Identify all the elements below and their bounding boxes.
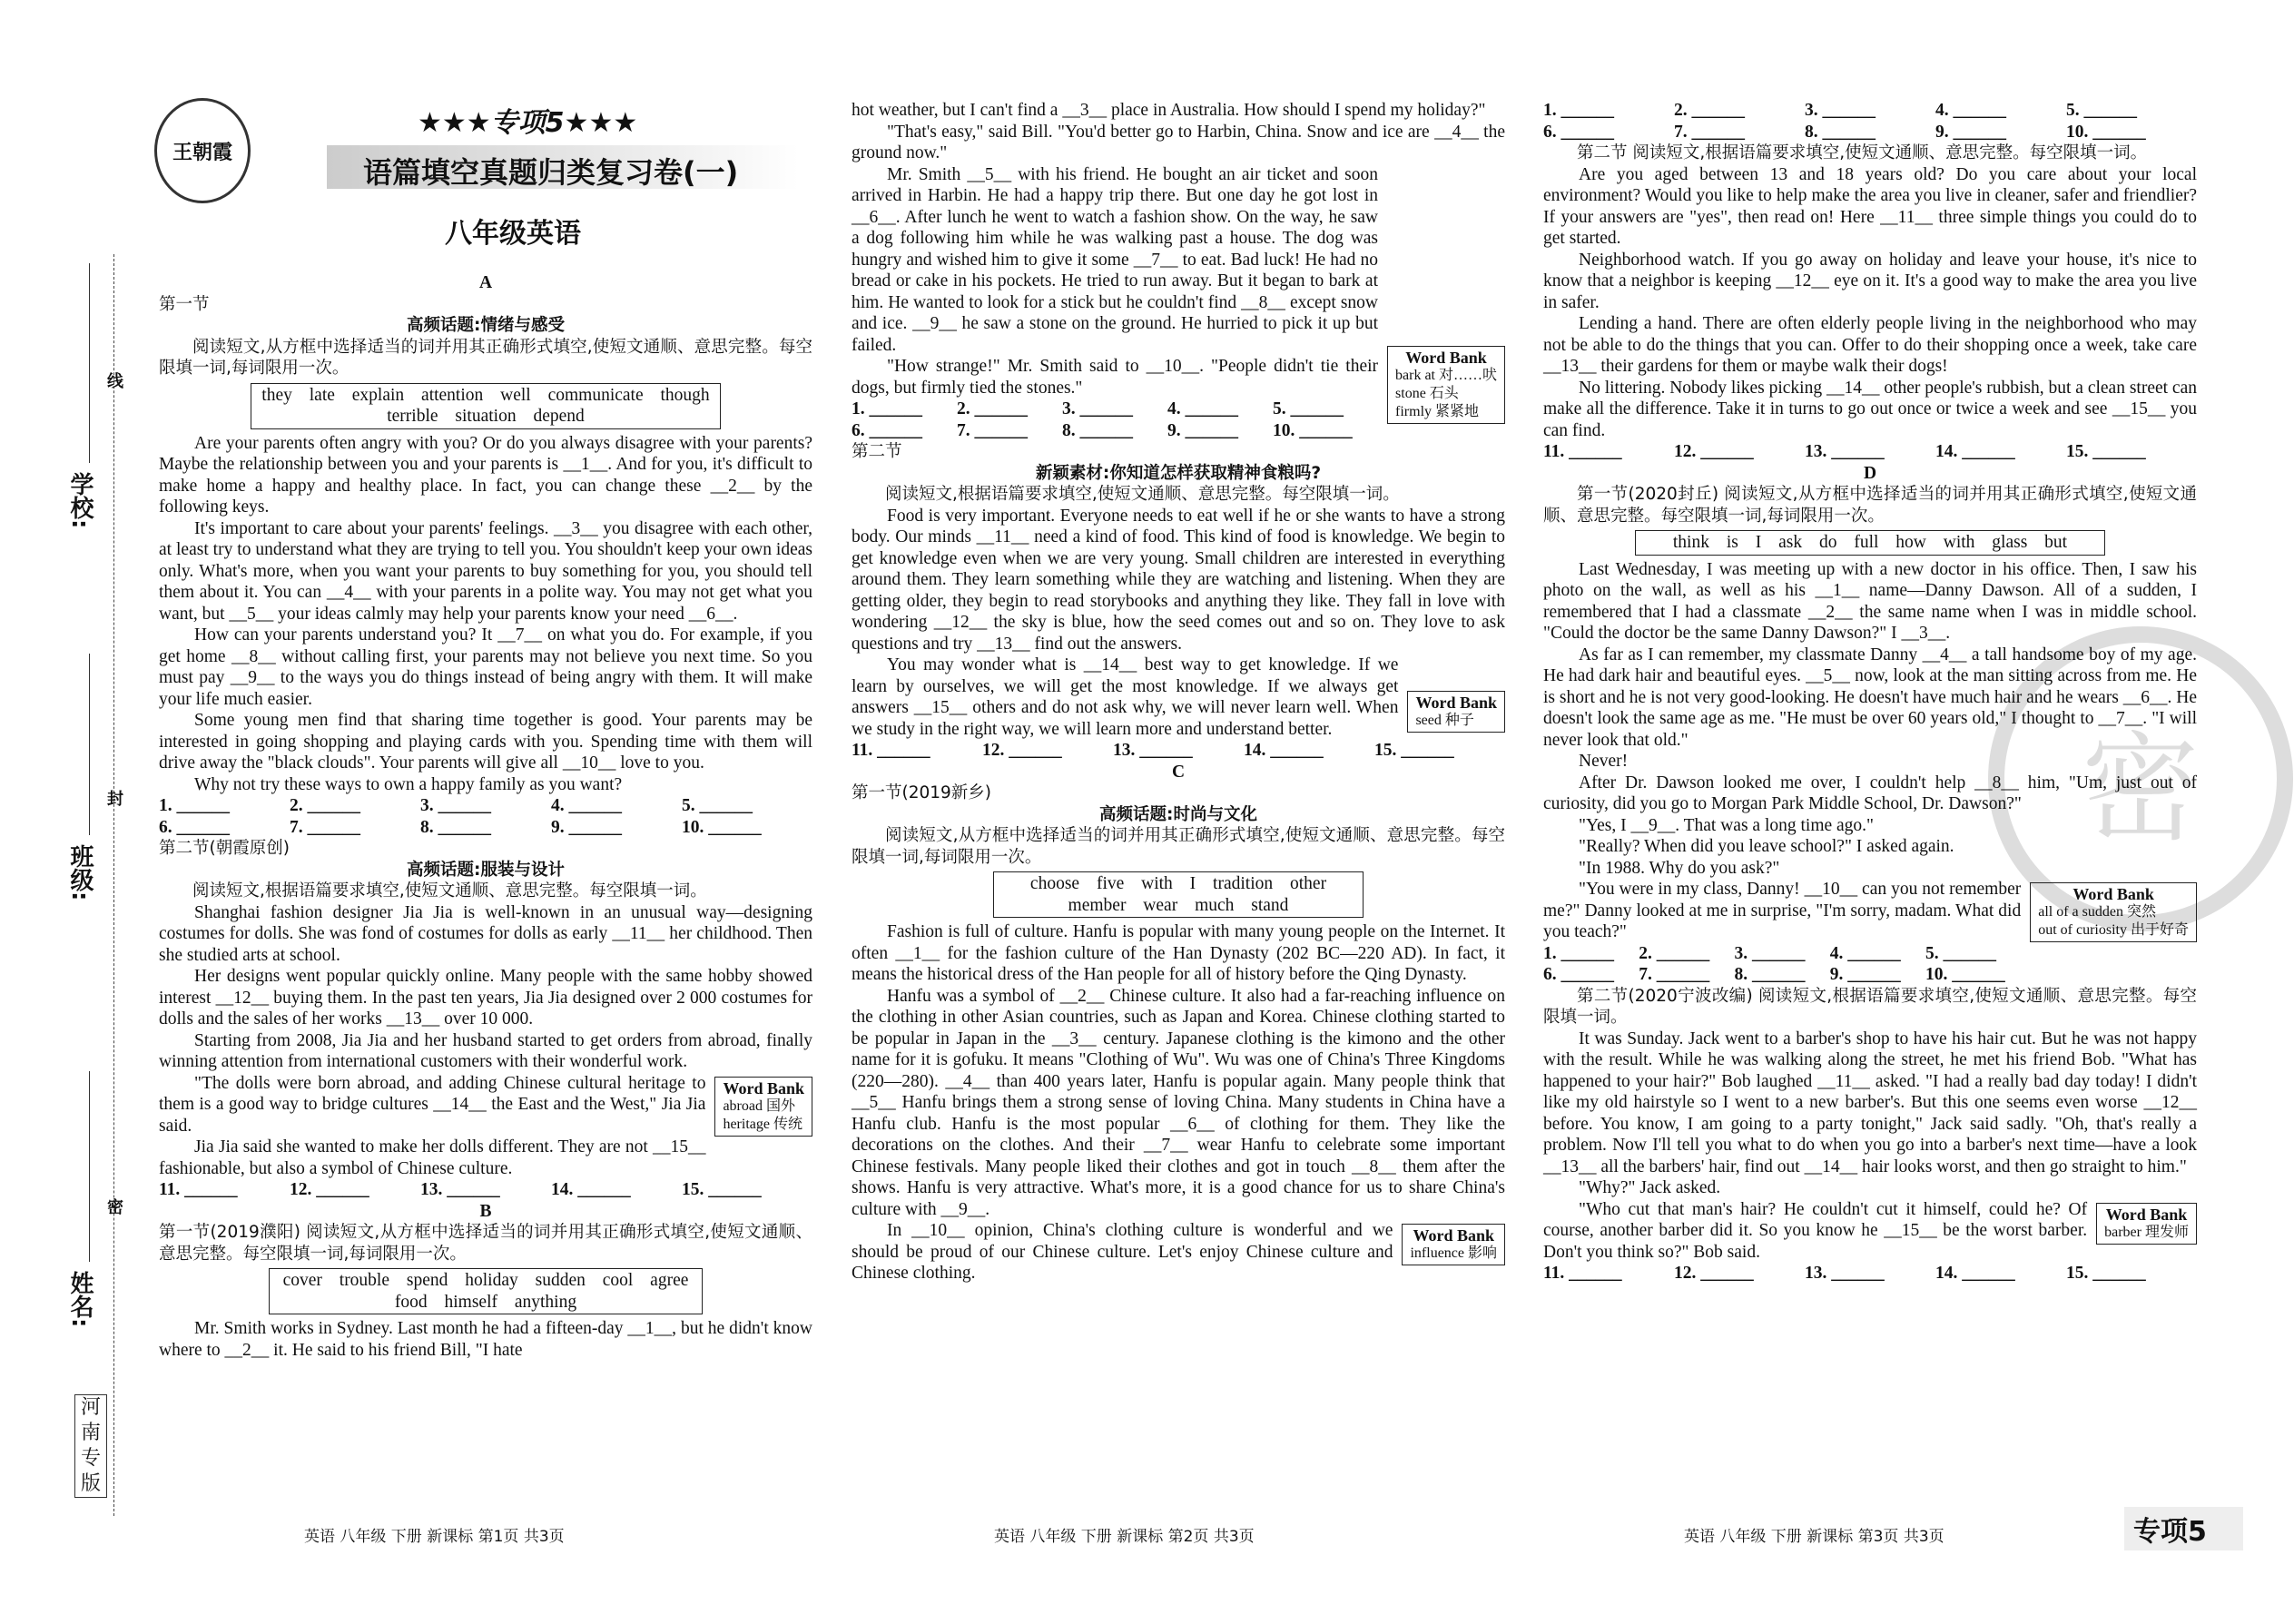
- answer-blank[interactable]: 7. ______: [957, 420, 1028, 440]
- answer-blank[interactable]: 8. ______: [1805, 122, 1876, 142]
- passage-paragraph: Shanghai fashion designer Jia Jia is well-known in an unusual way—designing costumes for dolls. She was fond of costumes for dolls as early __11__ her childhood. Then she studied arts at school.: [159, 902, 812, 965]
- answer-blank[interactable]: 14. ______: [551, 1180, 631, 1199]
- answer-blank[interactable]: 9. ______: [1167, 420, 1238, 440]
- answer-blank[interactable]: 1. ______: [159, 796, 230, 815]
- name-label: 姓名:: [66, 1271, 94, 1328]
- answer-blank[interactable]: 7. ______: [290, 817, 360, 837]
- answer-blank[interactable]: 14. ______: [1935, 1264, 2015, 1283]
- passage-paragraph: Last Wednesday, I was meeting up with a new doctor in his office. Then, I saw his photo on the wall, as well as his __1__ name—Danny Dawson. All of a sudden, I remembered that I had a classmate __2__ the same name when I was in middle school. "Could the doctor be the same Danny Dawson?" I __3__.: [1543, 559, 2197, 643]
- column-2: [852, 100, 1505, 1284]
- answer-blank[interactable]: 15. ______: [1374, 741, 1454, 760]
- answer-blank[interactable]: 3. ______: [1734, 943, 1806, 963]
- passage-paragraph: In __10__ opinion, China's clothing culture is wonderful and we should be proud of our Chinese culture. Let's enjoy Chinese culture and Chinese clothing.: [852, 1221, 1393, 1283]
- part-b: B: [479, 1201, 492, 1221]
- word-bank-entry: out of curiosity 出于好奇: [2038, 922, 2189, 938]
- passage-paragraph: It was Sunday. Jack went to a barber's shop to have his hair cut. But he was not happy with the result. While he was walking along the street, he met his friend Bob. "What has happened to your hair?" Bob laughed __11__ asked. "I had a really bad day today! I didn't like my old hairstyle so I went to a new barber's. But this one seems even worse __12__ before. You know, I am going to a party tonight," Jack said sadly. "Oh, that's really a problem. Now I'll tell you what to do when you go into a barber's next time—have a look __13__ all the barbers' hair, find out __14__ hair looks worst, and then go straight to him.": [1543, 1029, 2197, 1176]
- watermark-stamp: 密: [1988, 626, 2293, 931]
- answer-blank[interactable]: 9. ______: [1829, 965, 1901, 984]
- part-c: C: [1171, 762, 1186, 782]
- answer-blank[interactable]: 5. ______: [1273, 399, 1344, 418]
- answer-blank[interactable]: 2. ______: [1639, 943, 1710, 963]
- word-bank-title: Word Bank: [1413, 1226, 1494, 1245]
- passage-paragraph: Never!: [1579, 752, 1629, 771]
- answer-blank[interactable]: 2. ______: [290, 796, 360, 815]
- passage-paragraph: "Yes, I __9__. That was a long time ago.": [1579, 815, 1875, 835]
- class-blank: [89, 654, 90, 835]
- passage-paragraph: Some young men find that sharing time together is good. Your parents may be interested in going shopping and playing cards with you. Spending time with them will drive away the "black clouds". Your parents will give all __10__ love to you.: [159, 711, 812, 773]
- passage-paragraph: After Dr. Dawson looked me over, I couldn't help __8__ him, "Um, just out of curiosity, did you go to Morgan Park Middle School, Dr. Dawson?": [1543, 773, 2197, 813]
- answer-blank[interactable]: 13. ______: [1805, 1264, 1885, 1283]
- page-title: 语篇填空真题归类复习卷(一): [363, 155, 739, 190]
- answer-blank[interactable]: 13. ______: [420, 1180, 500, 1199]
- word-box: they late explain attention well communicate though terrible situation depend: [251, 383, 721, 429]
- region-label: 河南专版: [74, 1394, 107, 1498]
- passage-paragraph: Fashion is full of culture. Hanfu is popular with many young people on the Internet. It often __1__ for the fashion culture of the Han Dynasty (202 BC—220 AD). In fact, it means the historical dress of the Han people for all of history before the Qing Dynasty.: [852, 922, 1505, 984]
- answer-blank[interactable]: 3. ______: [420, 796, 491, 815]
- word-bank: [1387, 346, 1505, 424]
- answer-lines: [1543, 441, 2197, 463]
- topic: 高频话题:时尚与文化: [1099, 804, 1257, 824]
- answer-blank[interactable]: 15. ______: [682, 1180, 762, 1199]
- answer-blank[interactable]: 8. ______: [1734, 965, 1806, 984]
- special-label: ★★★专项5★★★: [418, 107, 638, 139]
- answer-blank[interactable]: 3. ______: [1062, 399, 1133, 418]
- school-label: 学校:: [66, 472, 94, 529]
- section-label: 第二节(朝霞原创): [159, 839, 290, 858]
- word-bank: [1407, 691, 1505, 733]
- word-bank-entry: barber 理发师: [2104, 1224, 2189, 1240]
- page-footer: 英语 八年级 下册 新课标 第3页 共3页: [1684, 1528, 1944, 1546]
- line-mark: 线: [104, 372, 123, 389]
- word-bank: [2030, 882, 2197, 942]
- answer-blank[interactable]: 6. ______: [159, 817, 230, 837]
- word-bank-title: Word Bank: [723, 1078, 804, 1097]
- passage-paragraph: "How strange!" Mr. Smith said to __10__. "People didn't tie their dogs, but firmly tied the stones.": [852, 357, 1379, 398]
- passage-paragraph: Her designs went popular quickly online. Many people with the same hobby showed interest __12__ buying them. In the past ten years, Jia Jia designed over 2 000 costumes for dolls and the sales of her works __13__ over 10 000.: [159, 967, 812, 1029]
- instructions: 阅读短文,从方框中选择适当的词并用其正确形式填空,使短文通顺、意思完整。每空限填一词,每词限用一次。: [159, 337, 812, 378]
- answer-blank[interactable]: 6. ______: [852, 420, 922, 440]
- answer-blank[interactable]: 14. ______: [1935, 442, 2015, 461]
- answer-lines: [159, 795, 812, 838]
- column-1: [159, 95, 812, 1361]
- instructions: 第一节(2020封丘) 阅读短文,从方框中选择适当的词并用其正确形式填空,使短文通顺、意思完整。每空限填一词,每词限用一次。: [1543, 485, 2197, 526]
- answer-blank[interactable]: 10. ______: [1925, 965, 2005, 984]
- answer-lines: [1543, 1263, 2197, 1284]
- answer-lines: [1543, 943, 2021, 986]
- answer-blank[interactable]: 6. ______: [1543, 965, 1614, 984]
- passage-paragraph: hot weather, but I can't find a __3__ place in Australia. How should I spend my holiday?": [852, 101, 1486, 120]
- secret-mark: 密: [104, 1198, 123, 1215]
- answer-blank[interactable]: 6. ______: [1543, 122, 1614, 142]
- passage-paragraph: Hanfu was a symbol of __2__ Chinese culture. It also had a far-reaching influence on the clothing in other Asian countries, such as Japan and Korea. Chinese clothing started to be popular in Japan in the __3__ century. Japanese clothing is the kimono and the other name for it is gofuku. It means "Clothing of Wu". Wu was one of China's Three Kingdoms (220—280). __4__ than 400 years later, Hanfu is popular again. Many people think that __5__ Hanfu brings them a strong sense of loving China. Many students in China have a Hanfu club. Hanfu is the most popular __6__ of clothing for them. They like the decorations on the clothes. And their __7__ wear Hanfu to celebrate some important Chinese festivals. Many people liked their clothes and got in touch __8__ them after the shows. Hanfu is very attractive. What's more, it is a good chance for us to share China's culture with __9__.: [852, 986, 1505, 1219]
- passage-paragraph: Starting from 2008, Jia Jia and her husband started to get orders from abroad, finally winning attention from international customers with their wonderful work.: [159, 1030, 812, 1071]
- word-bank-title: Word Bank: [1405, 348, 1487, 367]
- instructions: 第二节 阅读短文,根据语篇要求填空,使短文通顺、意思完整。每空限填一词。: [1577, 143, 2148, 162]
- passage-paragraph: "Why?" Jack asked.: [1579, 1178, 1721, 1197]
- school-blank: [89, 263, 90, 463]
- instructions: 第二节(2020宁波改编) 阅读短文,根据语篇要求填空,使短文通顺、意思完整。每空限填一词。: [1543, 986, 2197, 1027]
- topic: 高频话题:服装与设计: [407, 860, 565, 880]
- name-blank: [89, 1071, 90, 1262]
- answer-blank[interactable]: 15. ______: [2066, 442, 2146, 461]
- answer-lines: [159, 1179, 812, 1201]
- answer-blank[interactable]: 11. ______: [159, 1180, 238, 1199]
- instructions: 阅读短文,根据语篇要求填空,使短文通顺、意思完整。每空限填一词。: [885, 485, 1400, 504]
- answer-blank[interactable]: 1. ______: [852, 399, 922, 418]
- answer-blank[interactable]: 13. ______: [1805, 442, 1885, 461]
- answer-blank[interactable]: 9. ______: [1935, 122, 2006, 142]
- answer-lines: [1543, 100, 2197, 143]
- word-bank-title: Word Bank: [2072, 885, 2154, 903]
- answer-blank[interactable]: 10. ______: [2066, 122, 2146, 142]
- passage-paragraph: How can your parents understand you? It __7__ on what you do. For example, if you get home __8__ without calling first, your parents may not believe you next time. So you must pay __9__ to the ways you do things instead of being angry with them. It will make your life much easier.: [159, 625, 812, 709]
- answer-blank[interactable]: 5. ______: [1925, 943, 1996, 963]
- word-bank: [1402, 1224, 1505, 1265]
- passage-paragraph: Neighborhood watch. If you go away on holiday and leave your house, it's nice to know that a neighbor is keeping __12__ eye on it. It's a good way to make the area you live in safer.: [1543, 250, 2197, 312]
- passage-paragraph: "The dolls were born abroad, and adding Chinese cultural heritage to them is a good way to bridge cultures __14__ the East and the West," Jia Jia said.: [159, 1073, 706, 1136]
- answer-blank[interactable]: 4. ______: [551, 796, 622, 815]
- corner-label: 专项5: [2124, 1507, 2243, 1550]
- part-d: D: [1863, 463, 1877, 483]
- answer-blank[interactable]: 1. ______: [1543, 101, 1614, 120]
- word-bank: [714, 1077, 812, 1137]
- passage-paragraph: It's important to care about your parents' feelings. __3__ you disagree with each other, at least try to understand what they are trying to tell you. You shouldn't keep your own ideas only. What's more, when you want your parents to buy something for you, you should tell them about it. You can __4__ with your parents in a polite way. You may not get what you want, but __5__ your ideas calmly may help your parents know your need __6__.: [159, 518, 812, 624]
- part-a: A: [478, 273, 493, 292]
- word-bank-entry: bark at 对……吠: [1395, 367, 1497, 383]
- answer-blank[interactable]: 11. ______: [1543, 442, 1622, 461]
- word-bank-entry: influence 影响: [1410, 1245, 1497, 1261]
- word-box: cover trouble spend holiday sudden cool agree food himself anything: [269, 1268, 703, 1314]
- answer-blank[interactable]: 10. ______: [1273, 420, 1353, 440]
- column-3: [1543, 100, 2197, 1284]
- instructions: 阅读短文,根据语篇要求填空,使短文通顺、意思完整。每空限填一词。: [192, 881, 707, 901]
- answer-blank[interactable]: 12. ______: [290, 1180, 369, 1199]
- answer-blank[interactable]: 2. ______: [1674, 101, 1745, 120]
- passage-paragraph: Why not try these ways to own a happy family as you want?: [194, 774, 623, 794]
- answer-blank[interactable]: 14. ______: [1244, 741, 1324, 760]
- word-bank: [2096, 1203, 2197, 1245]
- word-bank-title: Word Bank: [1415, 694, 1497, 712]
- brand-logo: 王朝霞: [154, 98, 251, 203]
- passage-paragraph: You may wonder what is __14__ best way to get knowledge. If we learn by ourselves, we will get the most knowledge. If we always get answers __15__ others and do not ask why, we will never learn well. When we study in the right way, we will learn more and understand better.: [852, 655, 1399, 739]
- passage-paragraph: No littering. Nobody likes picking __14__ other people's rubbish, but a clean street can make all the difference. Take it in turns to go out once or twice a week and see __15__ you can find.: [1543, 378, 2197, 440]
- page-footer: 英语 八年级 下册 新课标 第1页 共3页: [304, 1528, 565, 1546]
- section-label: 第二节: [852, 442, 902, 461]
- passage-paragraph: Are you aged between 13 and 18 years old? Do you care about your local environment? Would you like to help make the area you live in cleaner, safer and friendlier? If your answers are "yes", then read on! Here __11__ three simple things you could do to get started.: [1543, 164, 2197, 248]
- answer-blank[interactable]: 4. ______: [1829, 943, 1901, 963]
- binding-line: [113, 254, 114, 1516]
- topic: 新颖素材:你知道怎样获取精神食粮吗?: [1035, 463, 1322, 483]
- answer-blank[interactable]: 13. ______: [1113, 741, 1193, 760]
- answer-blank[interactable]: 8. ______: [1062, 420, 1133, 440]
- answer-blank[interactable]: 11. ______: [1543, 1264, 1622, 1283]
- answer-blank[interactable]: 4. ______: [1935, 101, 2006, 120]
- passage-paragraph: Mr. Smith __5__ with his friend. He bought an air ticket and soon arrived in Harbin. He had a happy trip there. But one day he got lost in __6__. After lunch he went to watch a fashion show. On the way, he saw a dog following him while he was walking past a house. The dog was hungry and wished him to give it some __7__ to eat. Bad luck! He had no bread or cake in his pockets. He tried to run away. But it began to bark at him. He wanted to look for a stick but he couldn't find __8__ except snow and ice. __9__ he saw a stone on the ground. He hurried to pick it up but failed.: [852, 164, 1379, 355]
- answer-blank[interactable]: 5. ______: [2066, 101, 2137, 120]
- word-bank-entry: stone 石头: [1395, 385, 1459, 401]
- topic: 高频话题:情绪与感受: [407, 316, 565, 335]
- answer-lines: [852, 740, 1505, 762]
- answer-blank[interactable]: 7. ______: [1639, 965, 1710, 984]
- passage-paragraph: Food is very important. Everyone needs to eat well if he or she wants to have a strong body. Our minds __11__ need a kind of food. This kind of food is knowledge. We begin to get knowledge even when we are very young. Small children are interested in everything around them. They learn something while they are watching and listening. When they are getting older, they begin to read storybooks and anything they like. They fall in love with wondering __12__ the sky is blue, how the seed comes out and so on. They love to ask questions and try __13__ find out the answers.: [852, 506, 1505, 654]
- answer-blank[interactable]: 8. ______: [420, 817, 491, 837]
- passage-paragraph: Jia Jia said she wanted to make her dolls different. They are not __15__ fashionable, but also a symbol of Chinese culture.: [159, 1137, 706, 1178]
- word-bank-entry: firmly 紧紧地: [1395, 403, 1480, 419]
- passage-paragraph: Lending a hand. There are often elderly people living in the neighborhood who may not be able to do the things that you can. Offer to do their shopping once a week, take care __13__ their gardens for them or maybe walk their dogs!: [1543, 314, 2197, 376]
- passage-paragraph: Are your parents often angry with you? Or do you always disagree with your parents? Maybe the relationship between you and your parents is __1__. And for you, it's difficult to make home a happy and healthy place. In fact, you can change these __2__ by the following keys.: [159, 433, 812, 517]
- answer-blank[interactable]: 1. ______: [1543, 943, 1614, 963]
- answer-blank[interactable]: 5. ______: [682, 796, 753, 815]
- answer-blank[interactable]: 12. ______: [1674, 442, 1754, 461]
- answer-lines: [852, 399, 1378, 441]
- word-bank-title: Word Bank: [2105, 1205, 2188, 1224]
- word-box: think is I ask do full how with glass but: [1635, 530, 2105, 556]
- answer-blank[interactable]: 4. ______: [1167, 399, 1238, 418]
- class-label: 班级:: [66, 844, 94, 901]
- answer-blank[interactable]: 12. ______: [1674, 1264, 1754, 1283]
- answer-blank[interactable]: 3. ______: [1805, 101, 1876, 120]
- page-footer: 英语 八年级 下册 新课标 第2页 共3页: [994, 1528, 1255, 1546]
- word-bank-entry: abroad 国外: [723, 1097, 795, 1114]
- section-label: 第一节(2019新乡): [852, 783, 992, 802]
- passage-paragraph: "Who cut that man's hair? He couldn't cut it himself, could he? Of course, another barber did it. So you know he __15__ be the worst barber. Don't you think so?" Bob said.: [1543, 1199, 2088, 1262]
- grade-title: 八年级英语: [445, 218, 581, 250]
- passage-paragraph: "You were in my class, Danny! __10__ can you not remember me?" Danny looked at me in surprise, "I'm sorry, madam. What did you teach?": [1543, 880, 2022, 941]
- answer-blank[interactable]: 10. ______: [682, 817, 762, 837]
- section-label: 第一节: [159, 294, 210, 314]
- answer-blank[interactable]: 15. ______: [2066, 1264, 2146, 1283]
- answer-blank[interactable]: 9. ______: [551, 817, 622, 837]
- passage-paragraph: As far as I can remember, my classmate Danny __4__ a tall handsome boy of my age. He had dark hair and beautiful eyes. __5__ now, look at the man sitting across from me. He is short and he is not very good-looking. He doesn't have much hair and he wears __6__. He doesn't look the same age as me. "He must be over 60 years old," I thought to __7__. "I will never look that old.": [1543, 645, 2197, 750]
- seal-mark: 封: [104, 790, 123, 806]
- answer-blank[interactable]: 2. ______: [957, 399, 1028, 418]
- word-box: choose five with I tradition other member wear much stand: [993, 871, 1364, 918]
- passage-paragraph: "In 1988. Why do you ask?": [1579, 858, 1780, 878]
- answer-blank[interactable]: 7. ______: [1674, 122, 1745, 142]
- word-bank-entry: seed 种子: [1415, 713, 1474, 728]
- answer-blank[interactable]: 11. ______: [852, 741, 930, 760]
- instructions: 阅读短文,从方框中选择适当的词并用其正确形式填空,使短文通顺、意思完整。每空限填一词,每词限用一次。: [852, 826, 1505, 867]
- answer-blank[interactable]: 12. ______: [982, 741, 1062, 760]
- word-bank-entry: all of a sudden 突然: [2038, 904, 2156, 920]
- passage-paragraph: Mr. Smith works in Sydney. Last month he had a fifteen-day __1__, but he didn't know where to __2__ it. He said to his friend Bill, "I hate: [159, 1319, 812, 1360]
- passage-paragraph: "Really? When did you leave school?" I asked again.: [1579, 837, 1954, 856]
- word-bank-entry: heritage 传统: [723, 1116, 802, 1132]
- passage-paragraph: "That's easy," said Bill. "You'd better go to Harbin, China. Snow and ice are __4__ the ground now.": [852, 122, 1505, 162]
- instructions: 第一节(2019濮阳) 阅读短文,从方框中选择适当的词并用其正确形式填空,使短文通顺、意思完整。每空限填一词,每词限用一次。: [159, 1223, 812, 1264]
